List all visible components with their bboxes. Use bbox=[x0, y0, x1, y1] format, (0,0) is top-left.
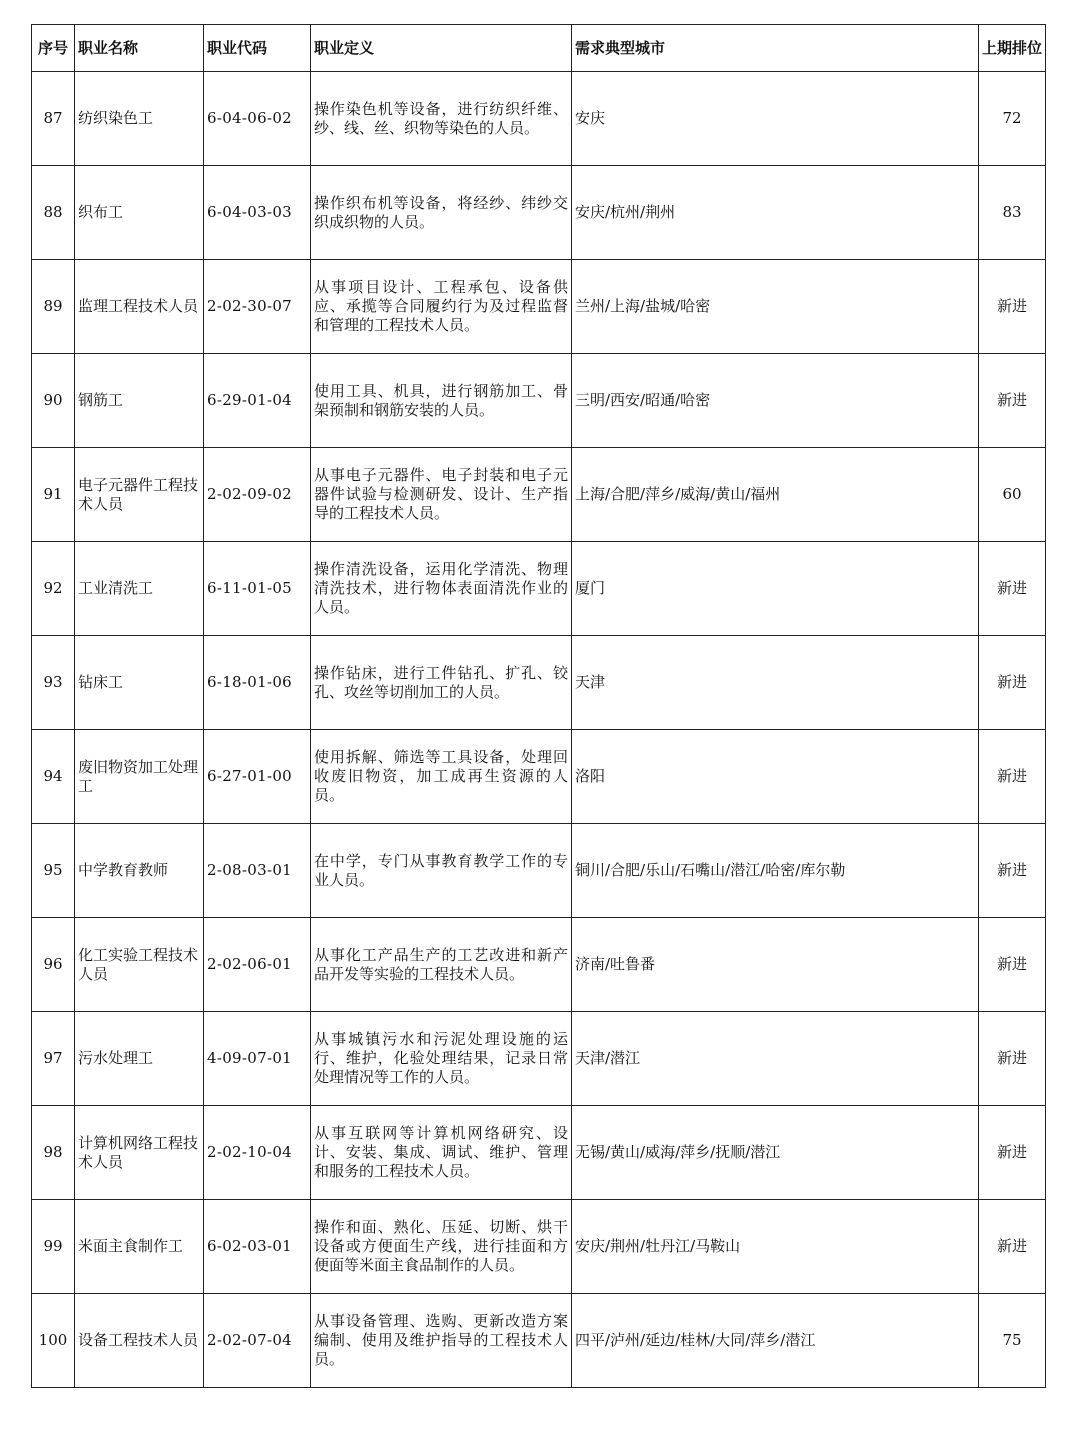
cell-no: 97 bbox=[32, 1012, 75, 1106]
table-row bbox=[32, 260, 1046, 354]
cell-no: 100 bbox=[32, 1294, 75, 1388]
cell-occupation-name: 纺织染色工 bbox=[75, 72, 204, 166]
occupation-table bbox=[31, 24, 1046, 1388]
cell-previous-rank: 新进 bbox=[979, 918, 1046, 1012]
header-cities: 需求典型城市 bbox=[572, 25, 979, 72]
cell-occupation-name: 设备工程技术人员 bbox=[75, 1294, 204, 1388]
cell-occupation-definition: 操作和面、熟化、压延、切断、烘干设备或方便面生产线，进行挂面和方便面等米面主食品制作的人员。 bbox=[311, 1200, 572, 1294]
cell-demand-cities: 洛阳 bbox=[572, 730, 979, 824]
cell-demand-cities: 天津 bbox=[572, 636, 979, 730]
cell-occupation-definition: 使用拆解、筛选等工具设备，处理回收废旧物资，加工成再生资源的人员。 bbox=[311, 730, 572, 824]
table-row bbox=[32, 1106, 1046, 1200]
cell-no: 88 bbox=[32, 166, 75, 260]
cell-occupation-name: 织布工 bbox=[75, 166, 204, 260]
cell-previous-rank: 新进 bbox=[979, 730, 1046, 824]
cell-previous-rank: 72 bbox=[979, 72, 1046, 166]
cell-no: 89 bbox=[32, 260, 75, 354]
header-name: 职业名称 bbox=[75, 25, 204, 72]
cell-occupation-code: 6-02-03-01 bbox=[204, 1200, 311, 1294]
cell-no: 90 bbox=[32, 354, 75, 448]
cell-occupation-definition: 从事化工产品生产的工艺改进和新产品开发等实验的工程技术人员。 bbox=[311, 918, 572, 1012]
cell-previous-rank: 新进 bbox=[979, 542, 1046, 636]
cell-occupation-name: 电子元器件工程技术人员 bbox=[75, 448, 204, 542]
cell-previous-rank: 新进 bbox=[979, 1106, 1046, 1200]
cell-demand-cities: 四平/泸州/延边/桂林/大同/萍乡/潜江 bbox=[572, 1294, 979, 1388]
cell-no: 93 bbox=[32, 636, 75, 730]
cell-occupation-definition: 从事互联网等计算机网络研究、设计、安装、集成、调试、维护、管理和服务的工程技术人员。 bbox=[311, 1106, 572, 1200]
cell-occupation-code: 6-04-06-02 bbox=[204, 72, 311, 166]
table-row bbox=[32, 448, 1046, 542]
cell-previous-rank: 60 bbox=[979, 448, 1046, 542]
table-row bbox=[32, 1012, 1046, 1106]
cell-occupation-name: 钢筋工 bbox=[75, 354, 204, 448]
cell-occupation-name: 监理工程技术人员 bbox=[75, 260, 204, 354]
header-prev-rank: 上期排位 bbox=[979, 25, 1046, 72]
cell-no: 87 bbox=[32, 72, 75, 166]
table-row bbox=[32, 636, 1046, 730]
cell-previous-rank: 新进 bbox=[979, 1012, 1046, 1106]
occupation-table-sheet bbox=[31, 24, 1046, 1388]
cell-demand-cities: 安庆/杭州/荆州 bbox=[572, 166, 979, 260]
cell-occupation-code: 2-02-10-04 bbox=[204, 1106, 311, 1200]
cell-occupation-definition: 在中学，专门从事教育教学工作的专业人员。 bbox=[311, 824, 572, 918]
cell-occupation-definition: 从事项目设计、工程承包、设备供应、承揽等合同履约行为及过程监督和管理的工程技术人员。 bbox=[311, 260, 572, 354]
table-row bbox=[32, 354, 1046, 448]
cell-previous-rank: 83 bbox=[979, 166, 1046, 260]
cell-occupation-definition: 从事设备管理、选购、更新改造方案编制、使用及维护指导的工程技术人员。 bbox=[311, 1294, 572, 1388]
cell-occupation-definition: 使用工具、机具，进行钢筋加工、骨架预制和钢筋安装的人员。 bbox=[311, 354, 572, 448]
cell-previous-rank: 新进 bbox=[979, 824, 1046, 918]
table-row bbox=[32, 166, 1046, 260]
cell-occupation-name: 中学教育教师 bbox=[75, 824, 204, 918]
cell-no: 96 bbox=[32, 918, 75, 1012]
cell-occupation-code: 6-11-01-05 bbox=[204, 542, 311, 636]
header-code: 职业代码 bbox=[204, 25, 311, 72]
cell-demand-cities: 天津/潜江 bbox=[572, 1012, 979, 1106]
cell-occupation-code: 2-02-07-04 bbox=[204, 1294, 311, 1388]
cell-occupation-code: 2-02-06-01 bbox=[204, 918, 311, 1012]
cell-occupation-code: 2-02-09-02 bbox=[204, 448, 311, 542]
cell-occupation-name: 废旧物资加工处理工 bbox=[75, 730, 204, 824]
cell-occupation-name: 米面主食制作工 bbox=[75, 1200, 204, 1294]
cell-occupation-name: 钻床工 bbox=[75, 636, 204, 730]
cell-no: 95 bbox=[32, 824, 75, 918]
cell-demand-cities: 济南/吐鲁番 bbox=[572, 918, 979, 1012]
header-definition: 职业定义 bbox=[311, 25, 572, 72]
cell-occupation-definition: 从事电子元器件、电子封装和电子元器件试验与检测研发、设计、生产指导的工程技术人员。 bbox=[311, 448, 572, 542]
table-row bbox=[32, 542, 1046, 636]
cell-no: 92 bbox=[32, 542, 75, 636]
header-no: 序号 bbox=[32, 25, 75, 72]
cell-occupation-name: 污水处理工 bbox=[75, 1012, 204, 1106]
cell-previous-rank: 新进 bbox=[979, 260, 1046, 354]
cell-previous-rank: 新进 bbox=[979, 636, 1046, 730]
table-row bbox=[32, 730, 1046, 824]
cell-occupation-name: 化工实验工程技术人员 bbox=[75, 918, 204, 1012]
table-row bbox=[32, 1294, 1046, 1388]
cell-occupation-definition: 操作染色机等设备，进行纺织纤维、纱、线、丝、织物等染色的人员。 bbox=[311, 72, 572, 166]
cell-demand-cities: 三明/西安/昭通/哈密 bbox=[572, 354, 979, 448]
cell-occupation-code: 2-02-30-07 bbox=[204, 260, 311, 354]
cell-occupation-code: 6-04-03-03 bbox=[204, 166, 311, 260]
cell-no: 94 bbox=[32, 730, 75, 824]
cell-occupation-code: 4-09-07-01 bbox=[204, 1012, 311, 1106]
cell-occupation-definition: 操作清洗设备，运用化学清洗、物理清洗技术，进行物体表面清洗作业的人员。 bbox=[311, 542, 572, 636]
cell-no: 99 bbox=[32, 1200, 75, 1294]
cell-occupation-name: 工业清洗工 bbox=[75, 542, 204, 636]
cell-occupation-code: 2-08-03-01 bbox=[204, 824, 311, 918]
cell-demand-cities: 安庆 bbox=[572, 72, 979, 166]
cell-occupation-definition: 操作织布机等设备，将经纱、纬纱交织成织物的人员。 bbox=[311, 166, 572, 260]
cell-no: 98 bbox=[32, 1106, 75, 1200]
cell-previous-rank: 75 bbox=[979, 1294, 1046, 1388]
cell-occupation-definition: 操作钻床，进行工件钻孔、扩孔、铰孔、攻丝等切削加工的人员。 bbox=[311, 636, 572, 730]
table-row bbox=[32, 1200, 1046, 1294]
table-row bbox=[32, 72, 1046, 166]
table-body bbox=[32, 72, 1046, 1388]
cell-demand-cities: 铜川/合肥/乐山/石嘴山/潜江/哈密/库尔勒 bbox=[572, 824, 979, 918]
cell-occupation-definition: 从事城镇污水和污泥处理设施的运行、维护，化验处理结果，记录日常处理情况等工作的人员。 bbox=[311, 1012, 572, 1106]
cell-demand-cities: 无锡/黄山/威海/萍乡/抚顺/潜江 bbox=[572, 1106, 979, 1200]
table-row bbox=[32, 918, 1046, 1012]
cell-previous-rank: 新进 bbox=[979, 354, 1046, 448]
cell-demand-cities: 上海/合肥/萍乡/威海/黄山/福州 bbox=[572, 448, 979, 542]
cell-previous-rank: 新进 bbox=[979, 1200, 1046, 1294]
cell-occupation-code: 6-29-01-04 bbox=[204, 354, 311, 448]
cell-demand-cities: 厦门 bbox=[572, 542, 979, 636]
cell-demand-cities: 兰州/上海/盐城/哈密 bbox=[572, 260, 979, 354]
cell-occupation-code: 6-18-01-06 bbox=[204, 636, 311, 730]
cell-occupation-code: 6-27-01-00 bbox=[204, 730, 311, 824]
cell-no: 91 bbox=[32, 448, 75, 542]
table-header-row bbox=[32, 25, 1046, 72]
table-row bbox=[32, 824, 1046, 918]
cell-occupation-name: 计算机网络工程技术人员 bbox=[75, 1106, 204, 1200]
cell-demand-cities: 安庆/荆州/牡丹江/马鞍山 bbox=[572, 1200, 979, 1294]
